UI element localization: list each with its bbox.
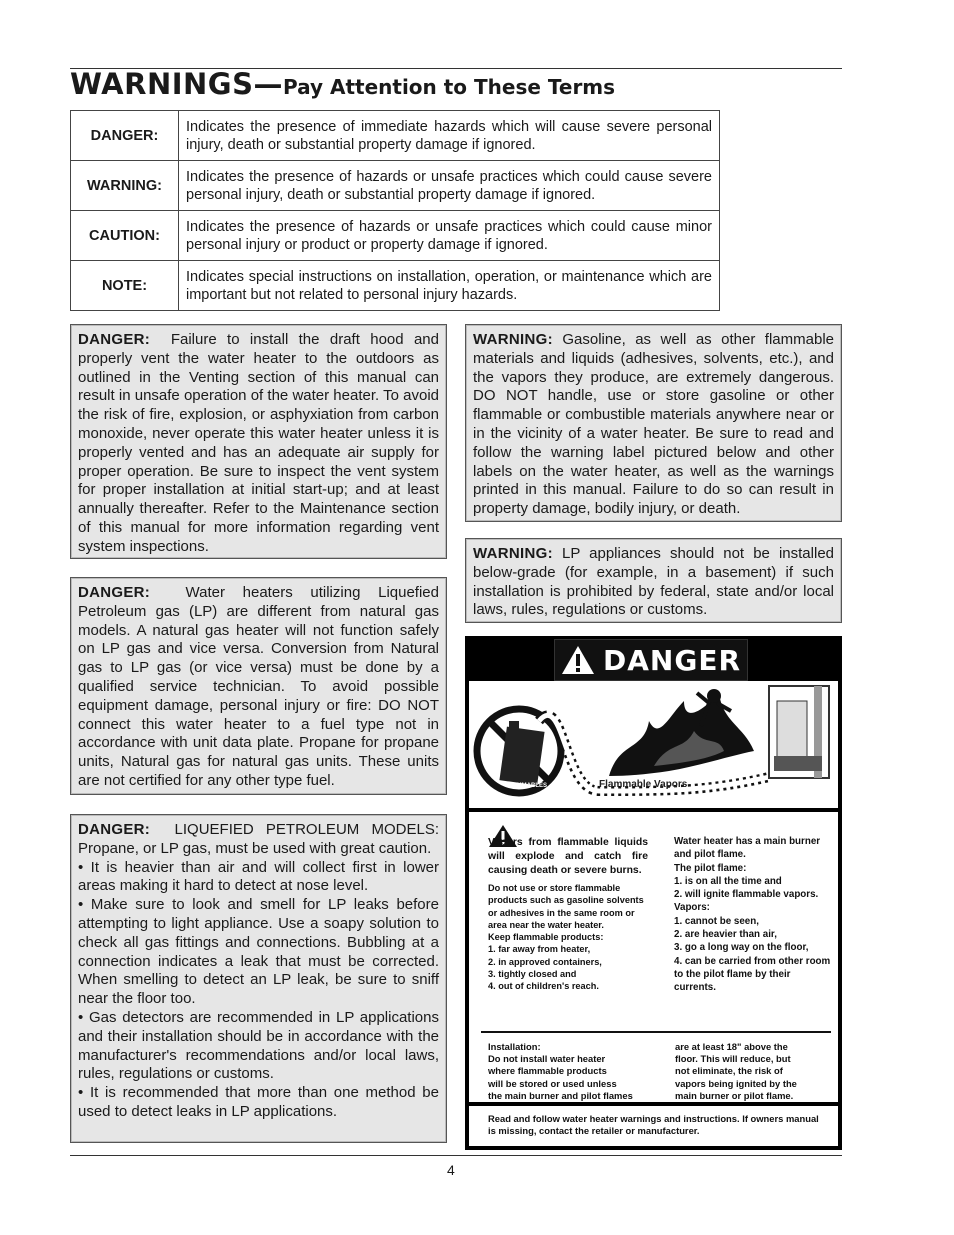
install-line: main burner or pilot flame. — [675, 1089, 794, 1101]
can-label: FLAMMABLES — [505, 783, 547, 789]
label-line: 4. out of children's reach. — [488, 981, 599, 992]
label-divider — [481, 1031, 831, 1033]
box-label: WARNING: — [473, 545, 553, 562]
term-definition: Indicates the presence of hazards or unsafe practices which could cause severe personal injury, death or substantial property damage if ignored. — [179, 161, 720, 211]
box-label: DANGER: — [78, 584, 151, 601]
term-label: DANGER: — [71, 111, 179, 161]
label-line: Do not use or store flammable products such as gasoline solvents or adhesives in the same room or area near the water heater. — [488, 883, 644, 930]
label-line: Vapors: — [674, 902, 710, 914]
bottom-rule — [70, 1155, 842, 1156]
install-line: will be stored or used unless — [488, 1077, 617, 1089]
term-definition: Indicates the presence of hazards or unsafe practices which could cause minor personal injury or product or property damage if ignored. — [179, 211, 720, 261]
label-info-area — [469, 812, 838, 1146]
danger-box-lp-gas — [70, 577, 447, 795]
term-label: CAUTION: — [71, 211, 179, 261]
warning-box-gasoline — [465, 324, 842, 522]
label-line: 1. is on all the time and — [674, 875, 782, 887]
label-footer-text: Read and follow water heater warnings and instructions. If owners manual is missing, contact the retailer or manufacturer. — [488, 1113, 819, 1137]
box-label: DANGER: — [78, 821, 151, 838]
flammable-vapors-illustration — [469, 681, 838, 808]
term-definition: Indicates special instructions on installation, operation, or maintenance which are important but not related to personal injury hazards. — [179, 261, 720, 311]
install-line: are at least 18" above the — [675, 1041, 788, 1052]
label-line: 2. in approved containers, — [488, 956, 602, 967]
label-lead-text: Vapors from flammable liquids will explode and catch fire causing death or severe burns. — [488, 837, 648, 876]
label-line: The pilot flame: — [674, 862, 747, 874]
vapors-caption: Flammable Vapors — [599, 779, 688, 790]
install-line: where flammable products — [488, 1065, 607, 1077]
box-text: Failure to install the draft hood and properly vent the water heater to the outdoors as outlined in the Venting section of this manual can result in unsafe operation of the water heater. To avoid the risk of fire, explosion, or asphyxiation from carbon monoxide, never operate this water heater unless it is properly vented and has an adequate air supply for proper operation. Be sure to inspect the vent system for proper installation at initial start-up; and at least annually thereafter. Refer to the Maintenance section of this manual for more information regarding vent system inspections. — [78, 331, 439, 555]
danger-header-text: DANGER — [602, 643, 741, 677]
danger-header — [554, 639, 748, 681]
term-row — [71, 161, 720, 211]
box-text: Gasoline, as well as other flammable materials and liquids (adhesives, solvents, etc.), and the vapors they produce, are extremely dangerous. DO NOT handle, use or store gasoline or other flammable or combustible materials anywhere near or in the vicinity of a water heater. Be sure to read and follow the warning label pictured below and other labels on the water heater, as well as the warnings printed in this manual. Failure to do so can result in property damage, bodily injury, or death. — [473, 331, 834, 518]
label-line: 4. can be carried from other room to the pilot flame by their currents. — [674, 955, 831, 994]
bullet-item: • It is heavier than air and will collect first in lower areas making it hard to detect at nose level. — [78, 858, 439, 895]
bullet-item: • It is recommended that more than one method be used to detect leaks in LP applications. — [78, 1084, 439, 1120]
label-line: 2. will ignite flammable vapors. — [674, 889, 819, 901]
box-text: LIQUEFIED PETROLEUM MODELS: Propane, or LP gas, must be used with great caution. — [78, 821, 439, 857]
box-label: DANGER: — [78, 331, 151, 348]
install-line: the main burner and pilot flames — [488, 1089, 633, 1101]
warning-triangle-icon — [561, 645, 595, 675]
label-line: 1. cannot be seen, — [674, 915, 759, 927]
term-row — [71, 211, 720, 261]
bullet-item: • Gas detectors are recommended in LP applications and their installation should be in accordance with the manufacturer's recommendations and/or local laws, rules, regulations or customs. — [78, 1008, 439, 1083]
term-label: WARNING: — [71, 161, 179, 211]
install-line: Installation: — [488, 1041, 541, 1052]
label-line: Keep flammable products: — [488, 932, 604, 943]
box-text: LP appliances should not be installed below-grade (for example, in a basement) if such installation is prohibited by federal, state and/or local laws, rules, regulations or customs. — [473, 545, 834, 619]
label-line: Water heater has a main burner and pilot flame. — [674, 836, 821, 861]
warning-box-below-grade — [465, 538, 842, 623]
term-row — [71, 111, 720, 161]
label-line: 3. tightly closed and — [488, 969, 577, 980]
danger-warning-label — [465, 636, 842, 1150]
label-line: 3. go a long way on the floor, — [674, 942, 809, 954]
label-footer-band — [469, 1102, 838, 1106]
install-line: not eliminate, the risk of — [675, 1065, 783, 1077]
label-line: 2. are heavier than air, — [674, 929, 777, 941]
box-label: WARNING: — [473, 331, 553, 348]
title-main: WARNINGS— — [70, 67, 283, 101]
term-row — [71, 261, 720, 311]
danger-box-lp-models — [70, 814, 447, 1143]
install-line: Do not install water heater — [488, 1053, 606, 1065]
term-definition: Indicates the presence of immediate hazards which will cause severe personal injury, death or substantial property damage if ignored. — [179, 111, 720, 161]
danger-box-venting — [70, 324, 447, 559]
terms-table — [70, 110, 720, 311]
install-line: vapors being ignited by the — [675, 1077, 797, 1089]
install-line: floor. This will reduce, but — [675, 1053, 791, 1065]
bullet-item: • Make sure to look and smell for LP leaks before attempting to light appliance. Use a soapy solution to check all gas fittings and connections. Bubbling at a connection indicates a leak that must be corrected. When smelling to detect an LP leak, be sure to sniff near the floor too. — [78, 896, 439, 1008]
title-sub: Pay Attention to These Terms — [282, 75, 616, 99]
page-number: 4 — [447, 1162, 455, 1178]
hazard-illustration — [469, 681, 838, 808]
box-text: Water heaters utilizing Liquefied Petroleum gas (LP) are different from natural gas models. A natural gas heater will not function safely on LP gas and vice versa. Conversion from Natural gas to LP gas (or vice versa) must be done by a qualified service technician. To avoid possible equipment damage, personal injury or fire: DO NOT connect this water heater to a fuel type not in accordance with unit data plate. Propane for propane units, Natural gas for natural gas units. These units are not certified for any other type fuel. — [78, 584, 439, 789]
label-line: 1. far away from heater, — [488, 944, 591, 955]
term-label: NOTE: — [71, 261, 179, 311]
page-title — [70, 64, 615, 102]
